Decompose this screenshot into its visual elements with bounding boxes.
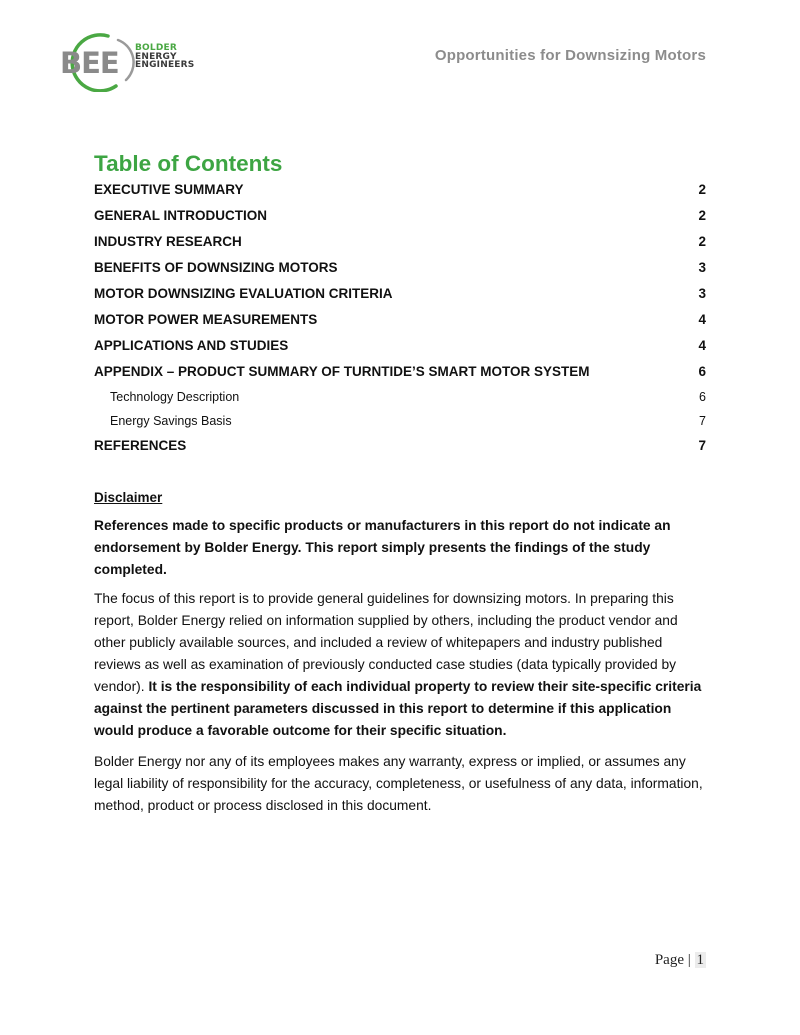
disclaimer-bold-paragraph: References made to specific products or manufacturers in this report do not indicate an endorsement by Bolder Energy. This report simply presents the findings of the study completed. xyxy=(94,518,671,577)
toc-title: Table of Contents xyxy=(94,151,283,176)
toc-entry[interactable] xyxy=(94,286,706,312)
toc-entry-page: 7 xyxy=(698,438,706,453)
disclaimer-paragraph-1-text: The focus of this report is to provide general guidelines for downsizing motors. In preparing this report, Bolder Energy relied on information supplied by others, including the product vendor and other publicly available sources, and included a review of whitepapers and industry published reviews as well as examination of previously conducted case studies (data typically provided by vendor). xyxy=(94,591,678,694)
toc-entry[interactable] xyxy=(94,338,706,364)
toc-entry-page: 2 xyxy=(698,234,706,249)
toc-entry-page: 4 xyxy=(698,312,706,327)
toc-entry-page: 2 xyxy=(698,182,706,197)
toc-entry[interactable] xyxy=(94,208,706,234)
toc-entry-label: GENERAL INTRODUCTION xyxy=(94,208,268,223)
toc-entry[interactable] xyxy=(94,260,706,286)
toc-entry[interactable] xyxy=(94,364,706,390)
toc-entry[interactable] xyxy=(94,438,706,464)
toc-entry-page: 4 xyxy=(698,338,706,353)
toc-subentry[interactable] xyxy=(94,414,706,438)
logo-line-1: BOLDER xyxy=(135,43,177,53)
disclaimer-paragraph-1 xyxy=(94,588,706,742)
logo-wordmark xyxy=(135,44,194,70)
document-header-title: Opportunities for Downsizing Motors xyxy=(434,47,706,64)
disclaimer-paragraph-2: Bolder Energy nor any of its employees makes any warranty, express or implied, or assumes any legal liability of responsibility for the accuracy, completeness, or usefulness of any data, information, method, product or process disclosed in this document. xyxy=(94,754,703,813)
toc-entry-label: BENEFITS OF DOWNSIZING MOTORS xyxy=(94,260,338,275)
disclaimer-heading: Disclaimer xyxy=(94,490,163,505)
page-label: Page | xyxy=(654,952,691,968)
toc-entry-page: 6 xyxy=(699,390,706,404)
page-footer xyxy=(655,952,706,969)
toc-entry-page: 7 xyxy=(699,414,706,428)
toc-subentry[interactable] xyxy=(94,390,706,414)
toc-entry-label: MOTOR DOWNSIZING EVALUATION CRITERIA xyxy=(94,286,393,301)
toc-entry-label: INDUSTRY RESEARCH xyxy=(94,234,242,249)
toc-entry-page: 2 xyxy=(698,208,706,223)
logo-line-3: ENGINEERS xyxy=(135,60,195,70)
toc-entry-label: Technology Description xyxy=(110,390,240,404)
toc-entry[interactable] xyxy=(94,312,706,338)
toc-entry-label: APPLICATIONS AND STUDIES xyxy=(94,338,289,353)
toc-entry-label: APPENDIX – PRODUCT SUMMARY OF TURNTIDE’S SMART MOTOR SYSTEM xyxy=(94,364,590,379)
toc-entry-page: 3 xyxy=(698,260,706,275)
logo-line-2: ENERGY xyxy=(135,51,177,62)
toc-entry-label: Energy Savings Basis xyxy=(110,414,232,428)
logo-letters: BEE xyxy=(60,46,119,80)
toc-entry-page: 3 xyxy=(698,286,706,301)
disclaimer-paragraph-1-emphasis: It is the responsibility of each individual property to review their site-specific criteria against the pertinent parameters discussed in this report to determine if this application would produce a favorable outcome for their specific situation. xyxy=(94,679,702,738)
toc-entry-label: MOTOR POWER MEASUREMENTS xyxy=(94,312,318,327)
toc-entry-label: REFERENCES xyxy=(94,438,187,453)
page-number: 1 xyxy=(696,952,704,968)
table-of-contents xyxy=(94,182,706,464)
page-content xyxy=(94,148,706,817)
toc-entry[interactable] xyxy=(94,234,706,260)
toc-entry-label: EXECUTIVE SUMMARY xyxy=(94,182,244,197)
toc-entry-page: 6 xyxy=(698,364,706,379)
toc-entry[interactable] xyxy=(94,182,706,208)
